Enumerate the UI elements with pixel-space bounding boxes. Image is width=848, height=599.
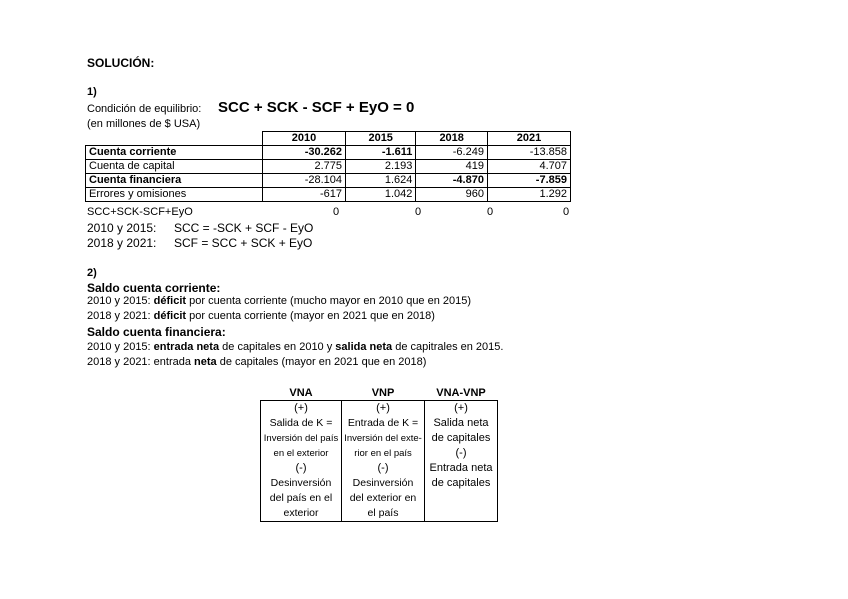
cell-line: Salida neta (433, 417, 489, 429)
cell-line: (-) (455, 447, 467, 459)
equation: SCC = -SCK + SCF - EyO (174, 221, 314, 235)
sum-value: 0 (333, 206, 340, 218)
cell-line: en el exterior (273, 448, 329, 459)
cell-value: 1.292 (487, 188, 570, 202)
cell-value: -4.870 (416, 174, 488, 188)
cell-line: rior en el país (354, 448, 412, 459)
row-label: Errores y omisiones (86, 188, 263, 202)
cell-value: 1.624 (346, 174, 416, 188)
cell-value: -1.611 (346, 146, 416, 160)
cell-line: de capitales (431, 477, 491, 489)
cell-value: -6.249 (416, 146, 488, 160)
text-segment: de capitales (mayor en 2021 que en 2018) (216, 356, 427, 368)
text-line (87, 356, 426, 368)
text-emphasis: neta (194, 356, 217, 368)
column-header: VNA (261, 386, 342, 401)
vna-cell (261, 401, 342, 522)
balance-table (85, 131, 571, 202)
text-line (87, 341, 503, 353)
cell-line: Inversión del país (263, 433, 339, 444)
cell-line: el país (367, 507, 399, 519)
cell-line: Entrada de K = (347, 417, 419, 429)
text-emphasis: entrada neta (153, 341, 220, 353)
row-label: Cuenta corriente (86, 146, 263, 160)
cell-value: -30.262 (263, 146, 346, 160)
part1-number: 1) (87, 86, 97, 98)
text-segment: de capitrales en 2015. (392, 341, 504, 353)
text-emphasis: déficit (153, 310, 187, 322)
cell-line: del exterior en (349, 492, 417, 504)
text-emphasis: salida neta (335, 341, 393, 353)
cell-line: Entrada neta (429, 462, 493, 474)
text-line (87, 295, 471, 307)
table-row (86, 160, 571, 174)
heading-financial-account: Saldo cuenta financiera: (87, 325, 226, 339)
text-segment: 2018 y 2021: entrada (87, 356, 195, 368)
cell-line: (+) (294, 402, 308, 414)
text-segment: 2010 y 2015: (87, 295, 154, 307)
sum-value: 0 (415, 206, 422, 218)
cell-line: Desinversión (270, 477, 332, 489)
vnp-cell (342, 401, 425, 522)
year-header: 2021 (487, 132, 570, 146)
year-header: 2015 (346, 132, 416, 146)
heading-current-account: Saldo cuenta corriente: (87, 281, 221, 295)
sum-value: 0 (563, 206, 570, 218)
year-header: 2010 (263, 132, 346, 146)
cell-value: 419 (416, 160, 488, 174)
table-row (86, 146, 571, 160)
column-header: VNP (342, 386, 425, 401)
part2-number: 2) (87, 267, 97, 279)
column-header: VNA-VNP (425, 386, 498, 401)
equation-years: 2018 y 2021: (87, 236, 157, 250)
cell-line: (+) (376, 402, 390, 414)
cell-line: de capitales (431, 432, 491, 444)
units-note: (en millones de $ USA) (87, 118, 201, 130)
page-title: SOLUCIÓN: (87, 56, 155, 70)
vna-vnp-cell (425, 401, 498, 522)
cell-value: 960 (416, 188, 488, 202)
cell-value: 4.707 (487, 160, 570, 174)
sum-label: SCC+SCK-SCF+EyO (87, 206, 193, 218)
condition-label: Condición de equilibrio: (87, 103, 202, 115)
table-row (86, 174, 571, 188)
text-segment: de capitales en 2010 y (219, 341, 336, 353)
cell-value: -7.859 (487, 174, 570, 188)
row-label: Cuenta financiera (86, 174, 263, 188)
sum-value: 0 (487, 206, 494, 218)
cell-line: (-) (377, 462, 389, 474)
text-segment: por cuenta corriente (mayor en 2021 que en 2018) (186, 310, 435, 322)
cell-line: (-) (295, 462, 307, 474)
equation-years: 2010 y 2015: (87, 221, 157, 235)
cell-line: (+) (454, 402, 468, 414)
text-emphasis: déficit (153, 295, 187, 307)
cell-line: del país en el (269, 492, 333, 504)
cell-line: Salida de K = (269, 417, 333, 429)
cell-value: 2.193 (346, 160, 416, 174)
cell-line: Inversión del exte- (344, 433, 422, 444)
row-label: Cuenta de capital (86, 160, 263, 174)
cell-value: -617 (263, 188, 346, 202)
table-row (86, 188, 571, 202)
table-corner (86, 132, 263, 146)
vna-vnp-table (260, 386, 498, 522)
text-segment: por cuenta corriente (mucho mayor en 2010 que en 2015) (186, 295, 472, 307)
cell-value: 1.042 (346, 188, 416, 202)
cell-value: -13.858 (487, 146, 570, 160)
text-segment: 2018 y 2021: (87, 310, 154, 322)
cell-value: 2.775 (263, 160, 346, 174)
year-header: 2018 (416, 132, 488, 146)
condition-formula: SCC + SCK - SCF + EyO = 0 (218, 99, 415, 116)
text-line (87, 310, 435, 322)
cell-value: -28.104 (263, 174, 346, 188)
equation: SCF = SCC + SCK + EyO (174, 236, 313, 250)
cell-line: Desinversión (352, 477, 414, 489)
text-segment: 2010 y 2015: (87, 341, 154, 353)
cell-line: exterior (283, 507, 319, 519)
